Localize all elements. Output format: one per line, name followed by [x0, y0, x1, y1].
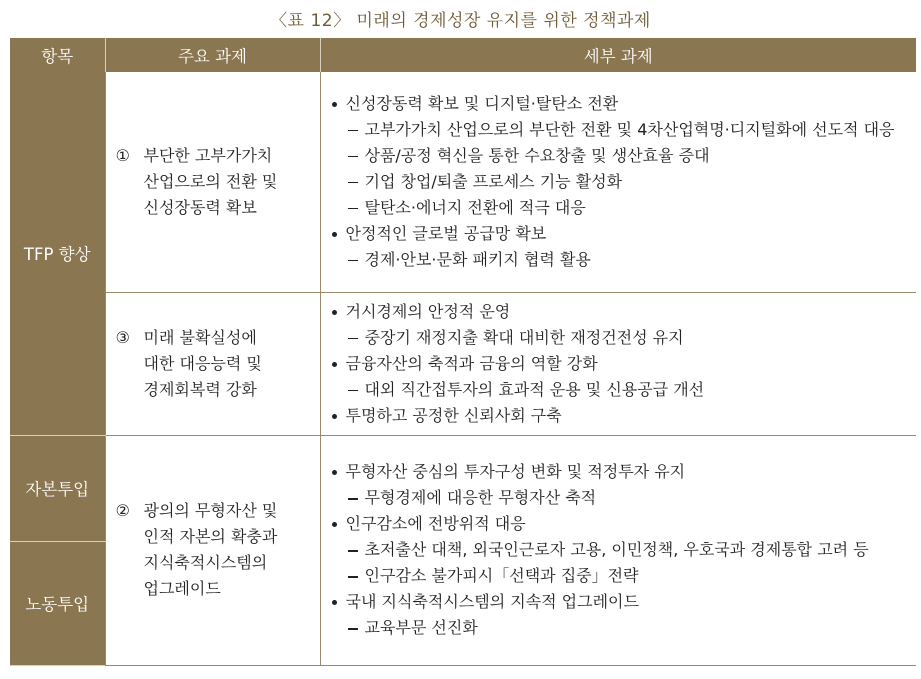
- detail-item: 교육부문 선진화: [329, 615, 917, 641]
- detail-item: 대외 직간접투자의 효과적 운용 및 신용공급 개선: [329, 377, 917, 403]
- category-labor: 노동투입: [10, 541, 105, 665]
- detail-item: 경제·안보·문화 패키지 협력 활용: [329, 247, 917, 273]
- detail-item: 인구감소에 전방위적 대응: [329, 511, 917, 537]
- main-task-cell: [105, 292, 320, 435]
- main-task-cell: [105, 72, 320, 292]
- main-task-line: ③ 미래 불확실성에: [116, 325, 320, 351]
- detail-item: 금융자산의 축적과 금융의 역할 강화: [329, 351, 917, 377]
- detail-task-cell: [320, 435, 916, 665]
- task-number: ①: [115, 145, 130, 165]
- table-row: [10, 435, 916, 541]
- main-task-line: ② 광의의 무형자산 및: [116, 498, 320, 524]
- detail-item: 중장기 재정지출 확대 대비한 재정건전성 유지: [329, 325, 917, 351]
- detail-item: 투명하고 공정한 신뢰사회 구축: [329, 403, 917, 429]
- detail-item: 탈탄소·에너지 전환에 적극 대응: [329, 195, 917, 221]
- category-tfp: TFP 향상: [10, 72, 105, 435]
- task-number: ②: [115, 501, 130, 520]
- detail-item: 인구감소 불가피시「선택과 집중」전략: [329, 563, 917, 589]
- table-caption: 〈표 12〉 미래의 경제성장 유지를 위한 정책과제: [270, 11, 651, 31]
- main-task-line: ① 부단한 고부가가치: [116, 143, 320, 169]
- main-task-line: 산업으로의 전환 및: [143, 171, 278, 191]
- table-row: [10, 72, 916, 292]
- main-task-cell: [105, 435, 320, 665]
- detail-item: 초저출산 대책, 외국인근로자 고용, 이민정책, 우호국과 경제통합 고려 등: [329, 537, 917, 563]
- category-capital: 자본투입: [10, 435, 105, 541]
- header-detail-task: 세부 과제: [320, 38, 916, 72]
- main-task-line: 인적 자본의 확충과: [143, 527, 278, 546]
- main-task-line: 대한 대응능력 및: [143, 353, 262, 373]
- detail-item: 상품/공정 혁신을 통한 수요창출 및 생산효율 증대: [329, 143, 917, 169]
- table-row: [10, 292, 916, 435]
- detail-task-cell: [320, 292, 916, 435]
- main-task-line: 경제회복력 강화: [143, 379, 257, 399]
- detail-item: 무형자산 중심의 투자구성 변화 및 적정투자 유지: [329, 459, 917, 485]
- header-main-task: 주요 과제: [105, 38, 320, 72]
- detail-item: 신성장동력 확보 및 디지털·탈탄소 전환: [329, 91, 917, 117]
- header-row: [10, 38, 916, 72]
- detail-item: 국내 지식축적시스템의 지속적 업그레이드: [329, 589, 917, 615]
- detail-item: 기업 창업/퇴출 프로세스 기능 활성화: [329, 169, 917, 195]
- detail-item: 고부가가치 산업으로의 부단한 전환 및 4차산업혁명·디지털화에 선도적 대응: [329, 117, 917, 143]
- main-task-line: 지식축적시스템의: [143, 553, 268, 572]
- detail-task-cell: [320, 72, 916, 292]
- detail-item: 거시경제의 안정적 운영: [329, 299, 917, 325]
- detail-item: 안정적인 글로벌 공급망 확보: [329, 221, 917, 247]
- policy-table: [10, 38, 916, 666]
- task-number: ③: [115, 327, 130, 347]
- main-task-line: 업그레이드: [143, 579, 221, 598]
- main-task-line: 신성장동력 확보: [143, 197, 257, 217]
- header-category: 항목: [10, 38, 105, 72]
- detail-item: 무형경제에 대응한 무형자산 축적: [329, 485, 917, 511]
